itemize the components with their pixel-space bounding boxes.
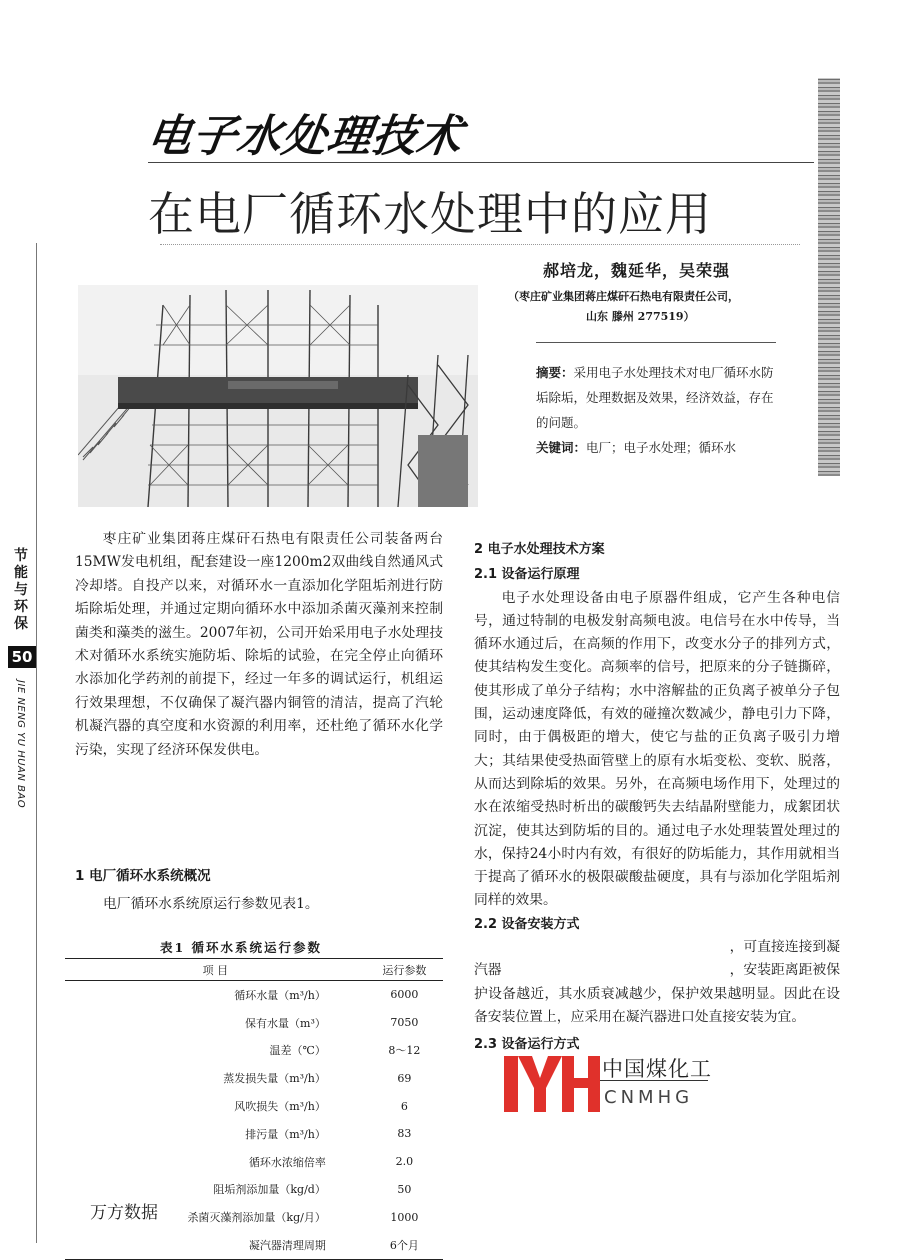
author-affiliation-line2: 山东 滕州 277519） [586, 310, 695, 323]
table-cell-value: 8～12 [388, 1044, 421, 1058]
logo-divider [600, 1080, 708, 1081]
section23-heading: 2.3 设备运行方式 [474, 1037, 580, 1053]
subtitle-divider [160, 244, 800, 245]
section22-line2-tail: ，安装距离距被保 [729, 962, 840, 979]
table-header-item: 项 目 [65, 959, 366, 981]
section21-paragraph: 电子水处理设备由电子原器件组成，它产生各种电信号，通过特制的电极发射高频电波。电信号在水中传导，当循环水通过后，在高频的作用下，改变水分子的排列方式，使其结构发生变化。高频率的信号，把原来的分子链撕碎，使其形成了单分子结构；水中溶解盐的正负离子被单分子包围，运动速度降低，有效的碰撞次数减少，静电引力下降，同时，由于偶极距的增大，使它与盐的正负离子吸引力增大；其结果使受热面管壁上的原有水垢变松、变软、脱落，从而达到除垢的效果。另外，在高频电场作用下，处理过的水在浓缩受热时析出的碳酸钙失去结晶附壁能力，成絮团状沉淀，使其达到防垢的目的。通过电子水处理装置处理过的水，保持24小时内有效，有很好的防垢能力，其作用就相当于提高了循环水的极限碳酸盐硬度，具有与添加化学阻垢剂同样的效果。 [474, 589, 840, 909]
table-cell-item: 循环水量（m³/h） [234, 988, 326, 1002]
table-cell-item: 循环水浓缩倍率 [248, 1155, 326, 1169]
table-caption: 表1 循环水系统运行参数 [160, 940, 323, 955]
section2-heading: 2 电子水处理技术方案 [474, 542, 605, 557]
keywords-label: 关键词： [536, 440, 587, 455]
sidebar-rule [36, 243, 37, 1243]
table-cell-value: 6个月 [366, 1231, 443, 1259]
table-row [65, 1092, 443, 1120]
table-cell-value: 6 [400, 1099, 408, 1113]
table-cell-item: 温差（℃） [269, 1044, 326, 1058]
article-subtitle: 在电厂循环水处理中的应用 [148, 187, 712, 241]
author-affiliation-line1: （枣庄矿业集团蒋庄煤矸石热电有限责任公司， [508, 290, 739, 303]
table-row [65, 1148, 443, 1176]
table-cell-item: 蒸发损失量（m³/h） [223, 1072, 326, 1086]
table-cell-value: 6000 [390, 988, 419, 1002]
wanfang-watermark: 万方数据 [90, 1198, 158, 1223]
table-row [65, 1064, 443, 1092]
author-names: 郝培龙，魏延华，吴荣强 [543, 261, 731, 280]
journal-name-en: JIE NENG YU HUAN BAO [15, 680, 26, 809]
section22-heading: 2.2 设备安装方式 [474, 916, 580, 932]
section1-heading: 1 电厂循环水系统概况 [75, 868, 211, 884]
section22-line1-tail: ，可直接连接到凝 [729, 939, 840, 956]
table-cell-value: 7050 [390, 1016, 419, 1030]
table-row [65, 1231, 443, 1259]
decorative-strip [818, 78, 840, 476]
table-cell-item: 阻垢剂添加量（kg/d） [213, 1183, 326, 1197]
table-cell-value: 83 [397, 1127, 412, 1141]
keywords-paragraph [536, 435, 776, 460]
table-cell-item: 排污量（m³/h） [245, 1127, 326, 1141]
abstract-text: 采用电子水处理技术对电厂循环水防垢除垢，处理数据及效果，经济效益，存在的问题。 [536, 365, 774, 430]
intro-paragraph: 枣庄矿业集团蒋庄煤矸石热电有限责任公司装备两台15MW发电机组，配套建设一座1200m2双曲线自然通风式冷却塔。自投产以来，对循环水一直添加化学阻垢剂进行防垢除垢处理，并通过定期向循环水中添加杀菌灭藻剂来控制菌类和藻类的滋生。2007年初，公司开始采用电子水处理技术对循环水系统实施防垢、除垢的试验，在完全停止向循环水添加化学药剂的前提下，经过一年多的调试运行，机组运行效果理想，不仅确保了凝汽器内铜管的清洁，提高了汽轮机凝汽器的真空度和水资源的利用率，还杜绝了循环水化学污染，实现了经济环保发供电。 [75, 531, 443, 758]
table-row [65, 981, 443, 1009]
title-divider [148, 162, 814, 163]
table-cell-value: 69 [397, 1071, 412, 1085]
cooling-tower-photo [78, 285, 478, 507]
section1-text: 电厂循环水系统原运行参数见表1。 [103, 896, 319, 912]
abstract-block [536, 360, 776, 460]
table-cell-value: 50 [397, 1182, 412, 1196]
table-cell-item: 保有水量（m³） [245, 1016, 326, 1030]
page-number: 50 [8, 646, 36, 668]
affiliation-divider [536, 342, 776, 343]
table-row [65, 1120, 443, 1148]
abstract-label: 摘要： [536, 365, 574, 380]
journal-name-en-wrap [2, 680, 32, 820]
table-cell-value: 1000 [390, 1210, 419, 1224]
section22-line1 [474, 936, 840, 959]
table-header-row [65, 959, 443, 981]
table-cell-value: 2.0 [395, 1155, 414, 1169]
left-column-intro [75, 528, 443, 762]
keywords-text: 电厂；电子水处理；循环水 [586, 440, 737, 455]
section22-line2-head: 汽器 [474, 962, 502, 979]
table-row [65, 1037, 443, 1065]
table-cell-item: 杀菌灭藻剂添加量（kg/月） [187, 1211, 326, 1225]
abstract-paragraph [536, 360, 776, 435]
logo-text-cn: 中国煤化工 [602, 1053, 712, 1083]
table-cell-item: 风吹损失（m³/h） [234, 1100, 326, 1114]
article-title: 电子水处理技术 [143, 111, 466, 162]
section21-heading: 2.1 设备运行原理 [474, 567, 580, 583]
section22-line2 [474, 959, 840, 982]
table-header-value: 运行参数 [366, 959, 443, 981]
table-row [65, 1009, 443, 1037]
journal-name-cn: 节能与环保 [14, 548, 28, 632]
table-cell-item: 凝汽器清理周期 [65, 1231, 366, 1259]
logo-text-en: CNMHG [604, 1087, 694, 1108]
section22-paragraph: 护设备越近，其水质衰减越少，保护效果越明显。因此在设备安装位置上，应采用在凝汽器进口处直接安装为宜。 [474, 985, 840, 1025]
right-column [474, 538, 840, 1057]
